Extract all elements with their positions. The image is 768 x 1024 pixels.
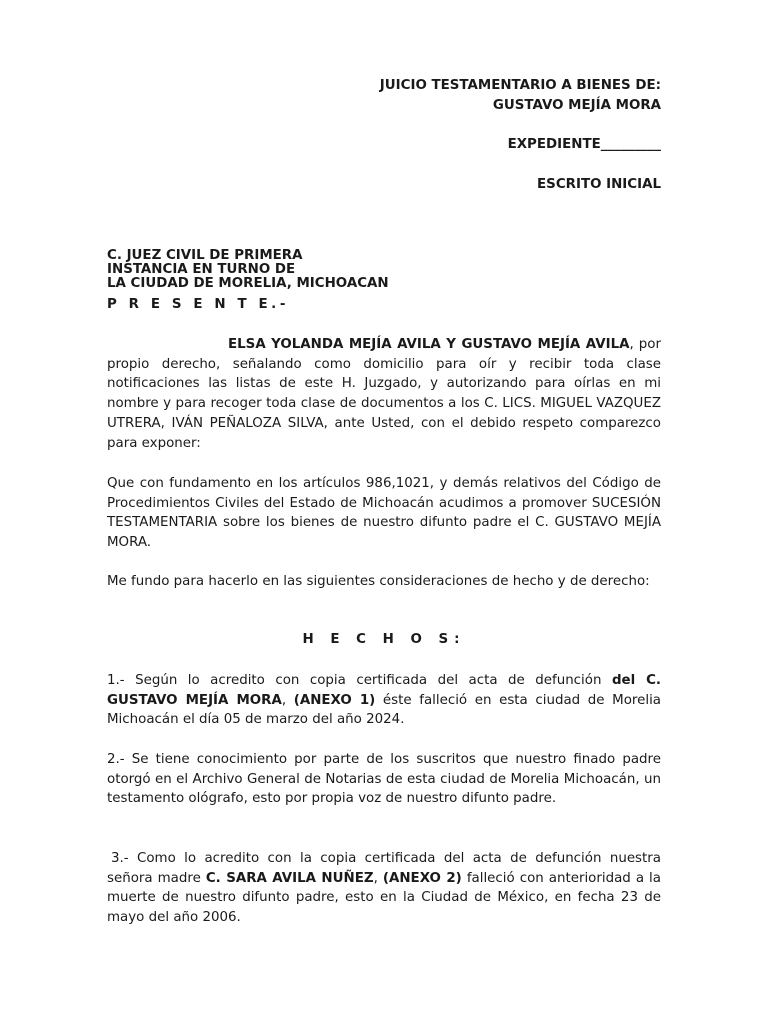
legal-basis-paragraph: Que con fundamento en los artículos 986,1021, y demás relativos del Código de Procedimientos Civiles del Estado de Michoacán acudimos a promover SUCESIÓN TESTAMENTARIA sobre los bienes de nuestro difunto padre el C. GUSTAVO MEJÍA MORA.	[107, 476, 661, 551]
addressee-line-2: INSTANCIA EN TURNO DE	[107, 262, 296, 277]
hecho-item-1	[107, 671, 661, 730]
expediente-field: EXPEDIENTE_________	[507, 137, 661, 152]
hecho-3-text-a: 3.- Como lo acredito con la copia certificada del acta de defunción nuestra señora madre	[107, 851, 661, 886]
hechos-heading: H E C H O S:	[302, 632, 466, 647]
addressee-line-1: C. JUEZ CIVIL DE PRIMERA	[107, 248, 303, 263]
document-type: ESCRITO INICIAL	[537, 177, 661, 192]
case-title: JUICIO TESTAMENTARIO A BIENES DE:	[379, 78, 661, 93]
hecho-item-2: 2.- Se tiene conocimiento por parte de los suscritos que nuestro finado padre otorgó en el Archivo General de Notarias de esta ciudad de Morelia Michoacán, un testamento ológrafo, esto por propia voz de nuestro difunto padre.	[107, 752, 661, 807]
introduction-text: , por propio derecho, señalando como domicilio para oír y recibir toda clase notificaciones las listas de este H. Juzgado, y autorizando para oírlas en mi nombre y para recoger toda clase de documentos a los C. LICS. MIGUEL VAZQUEZ UTRERA, IVÁN PEÑALOZA SILVA, ante Usted, con el debido respeto comparezco para exponer:	[107, 337, 661, 451]
hecho-3-sep: ,	[373, 870, 383, 886]
hecho-1-text-b: éste falleció en esta ciudad de Morelia Michoacán el día 05 de marzo del año 2024.	[107, 692, 662, 728]
hecho-3-name: C. SARA AVILA NUÑEZ	[205, 870, 374, 886]
hecho-3-annex: (ANEXO 2)	[382, 870, 462, 886]
hecho-1-text-a: 1.- Según lo acredito con copia certificada del acta de defunción	[107, 673, 612, 688]
hecho-item-3	[107, 849, 661, 928]
addressee-line-3: LA CIUDAD DE MORELIA, MICHOACAN	[107, 276, 389, 291]
introduction-paragraph	[107, 335, 661, 453]
hecho-1-annex: (ANEXO 1)	[293, 692, 376, 708]
presente-label: P R E S E N T E.-	[107, 297, 290, 312]
hecho-3-text-b: falleció con anterioridad a la muerte de nuestro difunto padre, esto en la Ciudad de México, en fecha 23 de mayo del año 2006.	[107, 870, 661, 926]
addressee-block	[107, 249, 389, 291]
hecho-1-sep: ,	[281, 692, 294, 708]
hecho-1-name: del C. GUSTAVO MEJÍA MORA	[107, 673, 661, 708]
deceased-name: GUSTAVO MEJÍA MORA	[492, 98, 661, 113]
case-header	[380, 76, 661, 195]
grounds-paragraph: Me fundo para hacerlo en las siguientes consideraciones de hecho y de derecho:	[107, 574, 650, 589]
petitioner-names: ELSA YOLANDA MEJÍA AVILA Y GUSTAVO MEJÍA AVILA	[228, 337, 630, 352]
